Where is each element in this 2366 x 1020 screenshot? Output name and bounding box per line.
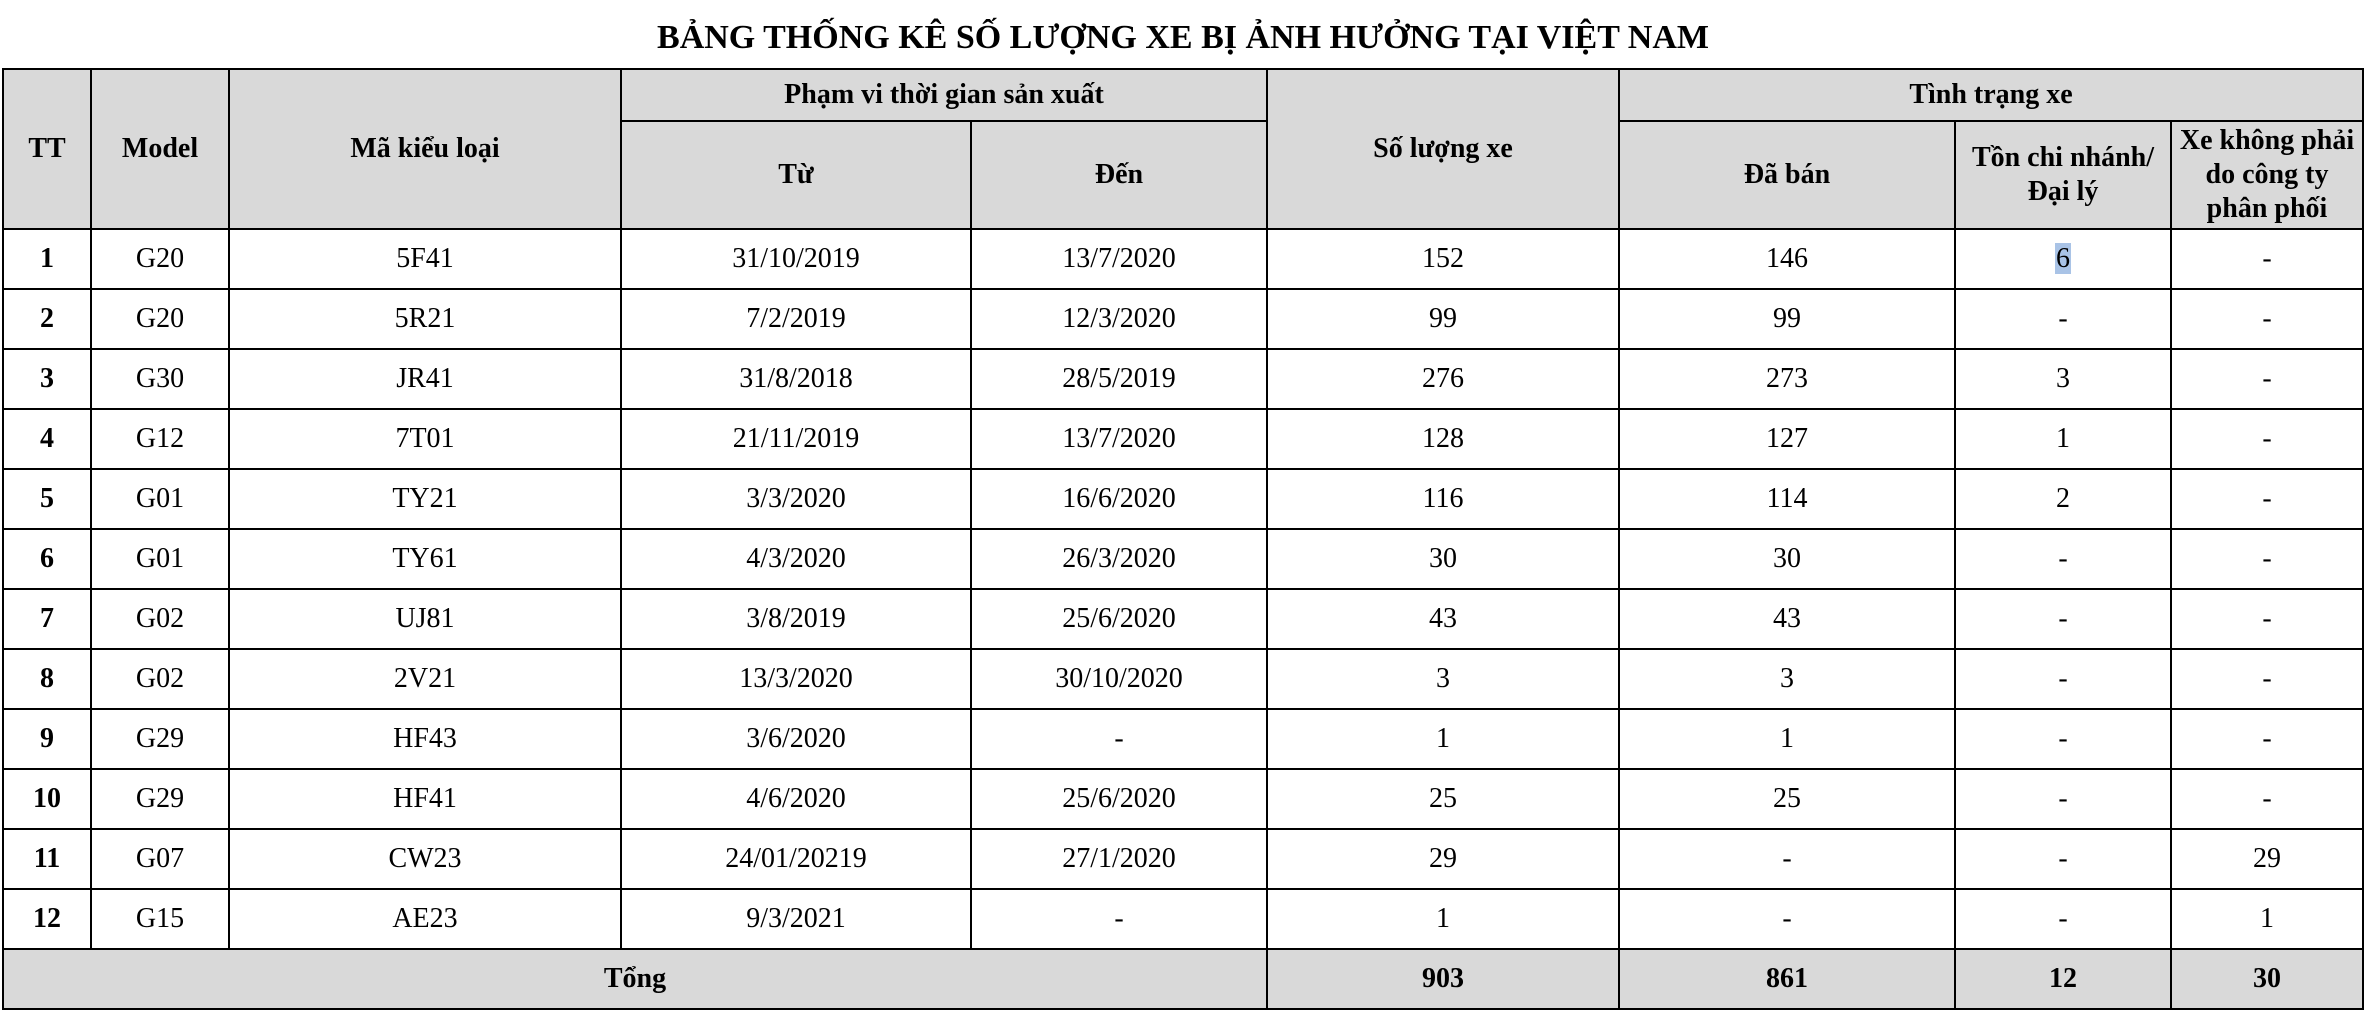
- cell-stock[interactable]: -: [1955, 889, 2171, 949]
- header-ma-kieu-loai: Mã kiểu loại: [229, 69, 621, 229]
- header-tt: TT: [3, 69, 91, 229]
- cell-other[interactable]: -: [2171, 529, 2363, 589]
- cell-code[interactable]: TY61: [229, 529, 621, 589]
- table-row: [3, 349, 2363, 409]
- cell-from[interactable]: 4/3/2020: [621, 529, 971, 589]
- cell-qty[interactable]: 152: [1267, 229, 1619, 289]
- cell-to[interactable]: 27/1/2020: [971, 829, 1267, 889]
- header-xe-khong-line-2: do công ty: [2205, 159, 2329, 190]
- cell-other[interactable]: 1: [2171, 889, 2363, 949]
- cell-sold[interactable]: -: [1619, 829, 1955, 889]
- cell-sold[interactable]: 3: [1619, 649, 1955, 709]
- cell-qty[interactable]: 116: [1267, 469, 1619, 529]
- table-row: [3, 289, 2363, 349]
- cell-sold[interactable]: 99: [1619, 289, 1955, 349]
- cell-tt[interactable]: 1: [3, 229, 91, 289]
- cell-stock[interactable]: 1: [1955, 409, 2171, 469]
- cell-code[interactable]: 5F41: [229, 229, 621, 289]
- cell-from[interactable]: 21/11/2019: [621, 409, 971, 469]
- cell-code[interactable]: 7T01: [229, 409, 621, 469]
- cell-to[interactable]: 30/10/2020: [971, 649, 1267, 709]
- cell-model[interactable]: G29: [91, 769, 229, 829]
- header-da-ban: Đã bán: [1619, 121, 1955, 229]
- header-xe-khong-line-1: Xe không phải: [2179, 125, 2355, 156]
- total-other[interactable]: 30: [2171, 949, 2363, 1009]
- cell-qty[interactable]: 1: [1267, 709, 1619, 769]
- table-row: [3, 769, 2363, 829]
- cell-sold[interactable]: 1: [1619, 709, 1955, 769]
- cell-sold[interactable]: 30: [1619, 529, 1955, 589]
- cell-qty[interactable]: 30: [1267, 529, 1619, 589]
- cell-qty[interactable]: 128: [1267, 409, 1619, 469]
- total-label[interactable]: Tổng: [3, 949, 1267, 1009]
- cell-model[interactable]: G02: [91, 649, 229, 709]
- cell-model[interactable]: G20: [91, 289, 229, 349]
- cell-stock[interactable]: -: [1955, 289, 2171, 349]
- cell-tt[interactable]: 4: [3, 409, 91, 469]
- cell-tt[interactable]: 7: [3, 589, 91, 649]
- table-row: [3, 529, 2363, 589]
- cell-sold[interactable]: 25: [1619, 769, 1955, 829]
- cell-other[interactable]: -: [2171, 649, 2363, 709]
- cell-qty[interactable]: 99: [1267, 289, 1619, 349]
- cell-other[interactable]: -: [2171, 769, 2363, 829]
- cell-sold[interactable]: 43: [1619, 589, 1955, 649]
- header-model: Model: [91, 69, 229, 229]
- table-title: BẢNG THỐNG KÊ SỐ LƯỢNG XE BỊ ẢNH HƯỞNG TẠI VIỆT NAM: [657, 19, 1709, 56]
- cell-code[interactable]: AE23: [229, 889, 621, 949]
- table-row: [3, 469, 2363, 529]
- cell-code[interactable]: TY21: [229, 469, 621, 529]
- cell-from[interactable]: 7/2/2019: [621, 289, 971, 349]
- cell-model[interactable]: G02: [91, 589, 229, 649]
- cell-model[interactable]: G30: [91, 349, 229, 409]
- header-ton-line-2: Đại lý: [2027, 176, 2099, 207]
- cell-model[interactable]: G29: [91, 709, 229, 769]
- cell-other[interactable]: -: [2171, 589, 2363, 649]
- cell-model[interactable]: G15: [91, 889, 229, 949]
- header-tu: Từ: [621, 121, 971, 229]
- header-ton-chi-nhanh: [1955, 121, 2171, 229]
- affected-vehicles-table: [2, 68, 2364, 1010]
- cell-model[interactable]: G07: [91, 829, 229, 889]
- cell-from[interactable]: 3/3/2020: [621, 469, 971, 529]
- cell-sold[interactable]: 146: [1619, 229, 1955, 289]
- cell-stock[interactable]: [1955, 229, 2171, 289]
- cell-stock[interactable]: -: [1955, 589, 2171, 649]
- cell-tt[interactable]: 2: [3, 289, 91, 349]
- cell-tt[interactable]: 12: [3, 889, 91, 949]
- cell-from[interactable]: 31/8/2018: [621, 349, 971, 409]
- total-stock[interactable]: 12: [1955, 949, 2171, 1009]
- header-so-luong-xe: Số lượng xe: [1267, 69, 1619, 229]
- cell-other[interactable]: -: [2171, 349, 2363, 409]
- table-row: [3, 889, 2363, 949]
- cell-tt[interactable]: 6: [3, 529, 91, 589]
- header-pham-vi-thoi-gian: Phạm vi thời gian sản xuất: [621, 69, 1267, 121]
- cell-sold[interactable]: 273: [1619, 349, 1955, 409]
- table-row: [3, 409, 2363, 469]
- cell-qty[interactable]: 3: [1267, 649, 1619, 709]
- cell-qty[interactable]: 276: [1267, 349, 1619, 409]
- cell-to[interactable]: -: [971, 709, 1267, 769]
- cell-from[interactable]: 24/01/20219: [621, 829, 971, 889]
- table-body: [3, 229, 2363, 1009]
- cell-other[interactable]: -: [2171, 709, 2363, 769]
- cell-code[interactable]: UJ81: [229, 589, 621, 649]
- header-ton-line-1: Tồn chi nhánh/: [1971, 142, 2155, 173]
- cell-model[interactable]: G01: [91, 529, 229, 589]
- cell-stock[interactable]: -: [1955, 709, 2171, 769]
- cell-to[interactable]: 13/7/2020: [971, 229, 1267, 289]
- header-den: Đến: [971, 121, 1267, 229]
- cell-stock[interactable]: -: [1955, 769, 2171, 829]
- selected-text[interactable]: 6: [2056, 243, 2070, 274]
- cell-to[interactable]: 25/6/2020: [971, 589, 1267, 649]
- cell-tt[interactable]: 11: [3, 829, 91, 889]
- cell-stock[interactable]: -: [1955, 649, 2171, 709]
- cell-to[interactable]: 25/6/2020: [971, 769, 1267, 829]
- cell-from[interactable]: 3/6/2020: [621, 709, 971, 769]
- cell-from[interactable]: 31/10/2019: [621, 229, 971, 289]
- cell-to[interactable]: 28/5/2019: [971, 349, 1267, 409]
- cell-code[interactable]: JR41: [229, 349, 621, 409]
- cell-tt[interactable]: 3: [3, 349, 91, 409]
- table-row: [3, 649, 2363, 709]
- cell-to[interactable]: 12/3/2020: [971, 289, 1267, 349]
- cell-to[interactable]: 26/3/2020: [971, 529, 1267, 589]
- cell-qty[interactable]: 43: [1267, 589, 1619, 649]
- cell-stock[interactable]: 3: [1955, 349, 2171, 409]
- cell-code[interactable]: HF43: [229, 709, 621, 769]
- header-xe-khong-phai: [2171, 121, 2363, 229]
- cell-qty[interactable]: 25: [1267, 769, 1619, 829]
- cell-to[interactable]: -: [971, 889, 1267, 949]
- total-sold[interactable]: 861: [1619, 949, 1955, 1009]
- cell-code[interactable]: 2V21: [229, 649, 621, 709]
- cell-qty[interactable]: 1: [1267, 889, 1619, 949]
- table-row: [3, 709, 2363, 769]
- cell-to[interactable]: 13/7/2020: [971, 409, 1267, 469]
- cell-other[interactable]: -: [2171, 229, 2363, 289]
- cell-tt[interactable]: 5: [3, 469, 91, 529]
- table-row: [3, 589, 2363, 649]
- cell-code[interactable]: 5R21: [229, 289, 621, 349]
- cell-code[interactable]: CW23: [229, 829, 621, 889]
- cell-model[interactable]: G01: [91, 469, 229, 529]
- cell-from[interactable]: 13/3/2020: [621, 649, 971, 709]
- cell-tt[interactable]: 10: [3, 769, 91, 829]
- cell-to[interactable]: 16/6/2020: [971, 469, 1267, 529]
- cell-model[interactable]: G20: [91, 229, 229, 289]
- cell-tt[interactable]: 8: [3, 649, 91, 709]
- cell-other[interactable]: -: [2171, 469, 2363, 529]
- table-row: [3, 229, 2363, 289]
- total-row: [3, 949, 2363, 1009]
- table-row: [3, 829, 2363, 889]
- cell-tt[interactable]: 9: [3, 709, 91, 769]
- cell-from[interactable]: 9/3/2021: [621, 889, 971, 949]
- header-xe-khong-line-3: phân phối: [2206, 193, 2328, 224]
- cell-stock[interactable]: 2: [1955, 469, 2171, 529]
- cell-other[interactable]: 29: [2171, 829, 2363, 889]
- cell-other[interactable]: -: [2171, 289, 2363, 349]
- cell-from[interactable]: 4/6/2020: [621, 769, 971, 829]
- cell-model[interactable]: G12: [91, 409, 229, 469]
- header-tinh-trang-xe: Tình trạng xe: [1619, 69, 2363, 121]
- cell-sold[interactable]: -: [1619, 889, 1955, 949]
- cell-stock[interactable]: -: [1955, 829, 2171, 889]
- cell-stock[interactable]: -: [1955, 529, 2171, 589]
- cell-from[interactable]: 3/8/2019: [621, 589, 971, 649]
- cell-sold[interactable]: 127: [1619, 409, 1955, 469]
- total-qty[interactable]: 903: [1267, 949, 1619, 1009]
- cell-code[interactable]: HF41: [229, 769, 621, 829]
- cell-sold[interactable]: 114: [1619, 469, 1955, 529]
- cell-other[interactable]: -: [2171, 409, 2363, 469]
- cell-qty[interactable]: 29: [1267, 829, 1619, 889]
